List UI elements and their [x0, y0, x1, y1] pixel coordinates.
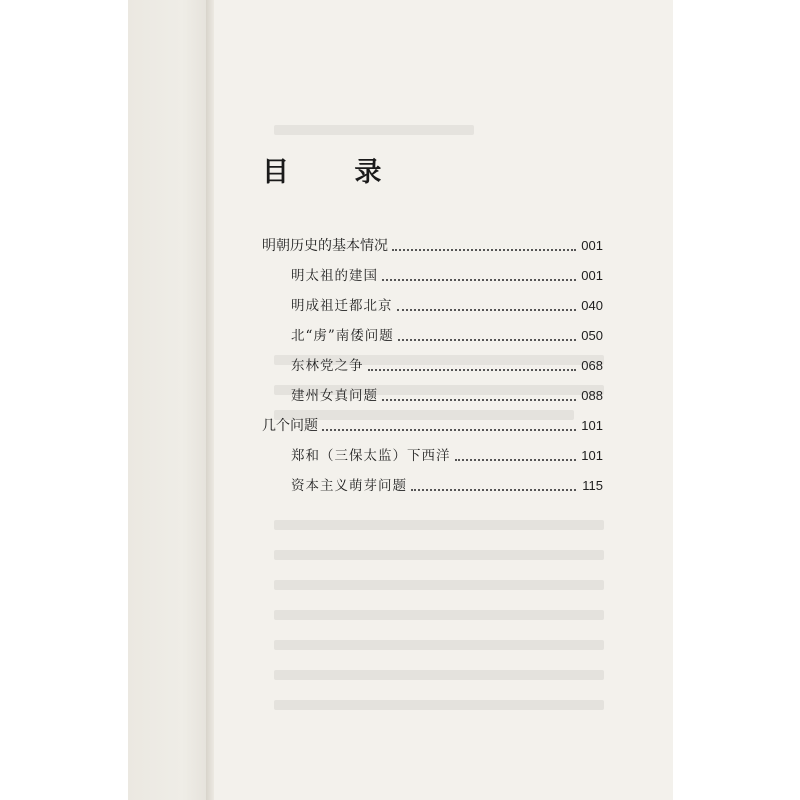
toc-entry — [0, 326, 800, 350]
page-folio-shadow — [595, 746, 598, 757]
toc-dot-leader — [322, 429, 576, 431]
toc-entry-page: 068 — [581, 358, 603, 373]
toc-entry — [0, 476, 800, 500]
toc-entry-page: 001 — [581, 268, 603, 283]
toc-entry-title: 东林党之争 — [291, 358, 364, 374]
toc-dot-leader — [397, 309, 576, 311]
toc-entry — [0, 296, 800, 320]
toc-entry-page: 001 — [581, 238, 603, 253]
toc-entry-page: 040 — [581, 298, 603, 313]
toc-entry-page: 115 — [582, 478, 603, 493]
toc-entry-title: 几个问题 — [262, 418, 318, 434]
toc-entry — [0, 446, 800, 470]
toc-dot-leader — [392, 249, 576, 251]
toc-entry-title: 明成祖迁都北京 — [291, 298, 393, 314]
toc-entry-page: 088 — [581, 388, 603, 403]
toc-dot-leader — [382, 279, 576, 281]
toc-entry-title: 资本主义萌芽问题 — [291, 478, 407, 494]
toc-dot-leader — [382, 399, 576, 401]
toc-dot-leader — [411, 489, 576, 491]
toc-entry — [0, 416, 800, 440]
toc-entry-title: 明朝历史的基本情况 — [262, 238, 388, 254]
toc-entry-title: 明太祖的建国 — [291, 268, 378, 284]
toc-entry-page: 050 — [581, 328, 603, 343]
toc-entry — [0, 236, 800, 260]
toc-dot-leader — [455, 459, 576, 461]
toc-entry-title: 建州女真问题 — [291, 388, 378, 404]
toc-entry-page: 101 — [581, 448, 603, 463]
toc-entry-page: 101 — [581, 418, 603, 433]
toc-dot-leader — [398, 339, 576, 341]
toc-title: 目 录 — [262, 157, 410, 188]
toc-entry — [0, 356, 800, 380]
toc-entry-title: 北“虏”南倭问题 — [291, 328, 394, 344]
toc-dot-leader — [368, 369, 576, 371]
toc-entry — [0, 266, 800, 290]
toc-entry — [0, 386, 800, 410]
toc-entry-title: 郑和（三保太监）下西洋 — [291, 448, 451, 464]
